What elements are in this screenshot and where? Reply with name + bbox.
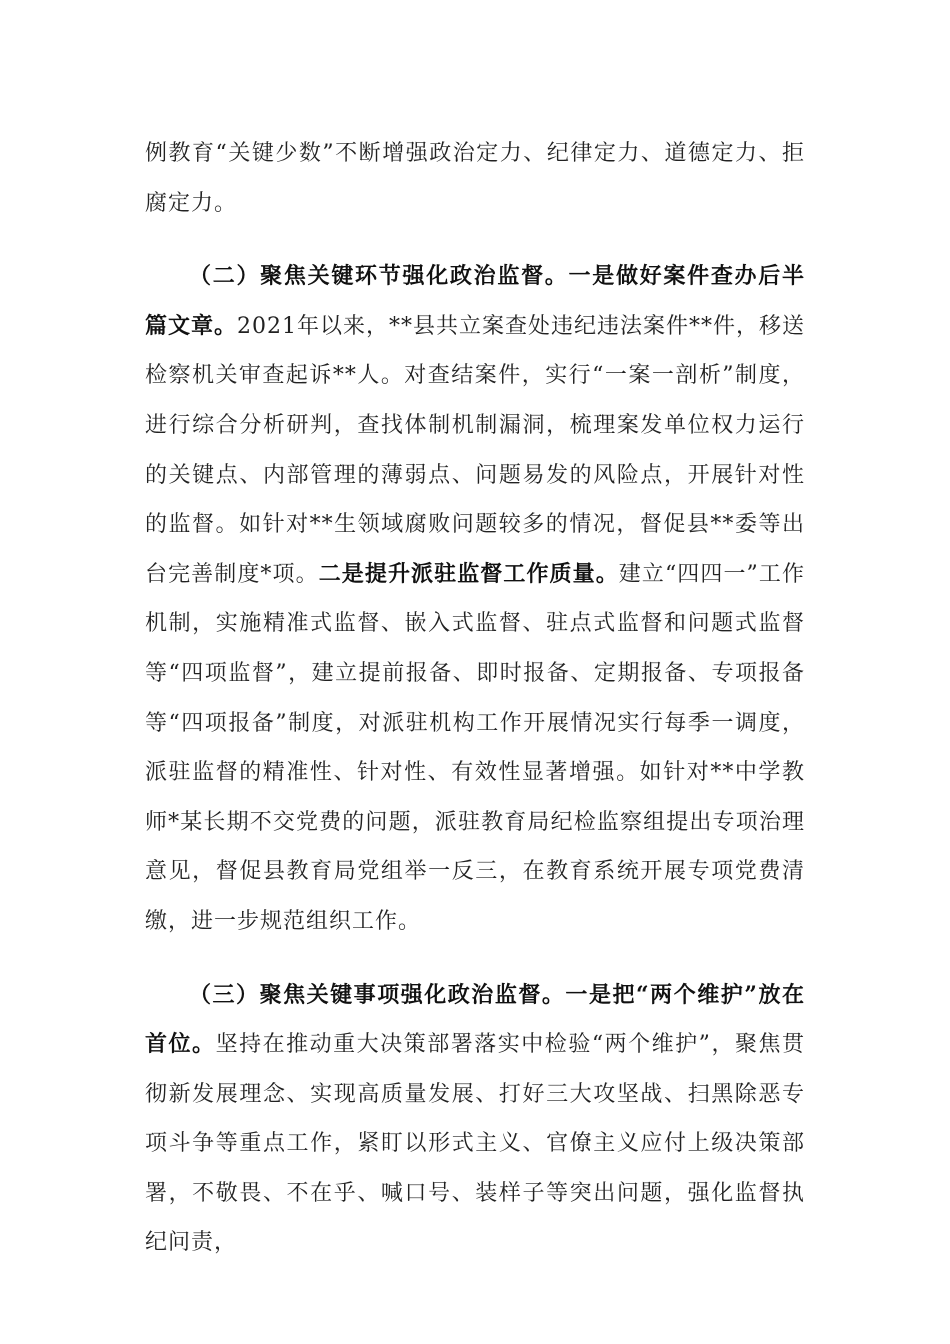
paragraph-text: 例教育“关键少数”不断增强政治定力、纪律定力、道德定力、拒腐定力。 [145, 141, 805, 216]
section-heading-2: （二）聚焦关键环节强化政治监督。 [189, 263, 569, 290]
document-body [145, 129, 805, 1268]
paragraph-text: 建立“四四一”工作机制，实施精准式监督、嵌入式监督、驻点式监督和问题式监督等“四项监督”，建立提前报备、即时报备、定期报备、专项报备等“四项报备”制度，对派驻机构工作开展情况实行每季一调度，派驻监督的精准性、针对性、有效性显著增强。如针对**中学教师*某长期不交党费的问题，派驻教育局纪检监察组提出专项治理意见，督促县教育局党组举一反三，在教育系统开展专项党费清缴，进一步规范组织工作。 [145, 561, 805, 934]
lead-phrase-1: 一是做好案件查办后半篇文章。 [145, 263, 805, 339]
paragraph-section-3 [145, 971, 805, 1269]
paragraph-continuation [145, 129, 805, 228]
paragraph-text: 坚持在推动重大决策部署落实中检验“两个维护”，聚焦贯彻新发展理念、实现高质量发展、打好三大攻坚战、扫黑除恶专项斗争等重点工作，紧盯以形式主义、官僚主义应付上级决策部署，不敬畏、不在乎、喊口号、装样子等突出问题，强化监督执纪问责， [145, 1032, 805, 1256]
paragraph-text: 2021年以来，**县共立案查处违纪违法案件**件，移送检察机关审查起诉**人。对查结案件，实行“一案一剖析”制度，进行综合分析研判，查找体制机制漏洞，梳理案发单位权力运行的关键点、内部管理的薄弱点、问题易发的风险点，开展针对性的监督。如针对**生领域腐败问题较多的情况，督促县**委等出台完善制度*项。 [145, 313, 806, 587]
lead-phrase-2: 二是提升派驻监督工作质量。 [318, 560, 619, 587]
section-heading-3: （三）聚焦关键事项强化政治监督。 [189, 981, 566, 1008]
lead-phrase-1: 一是把“两个维护”放在首位。 [145, 981, 805, 1058]
paragraph-section-2 [145, 252, 805, 946]
